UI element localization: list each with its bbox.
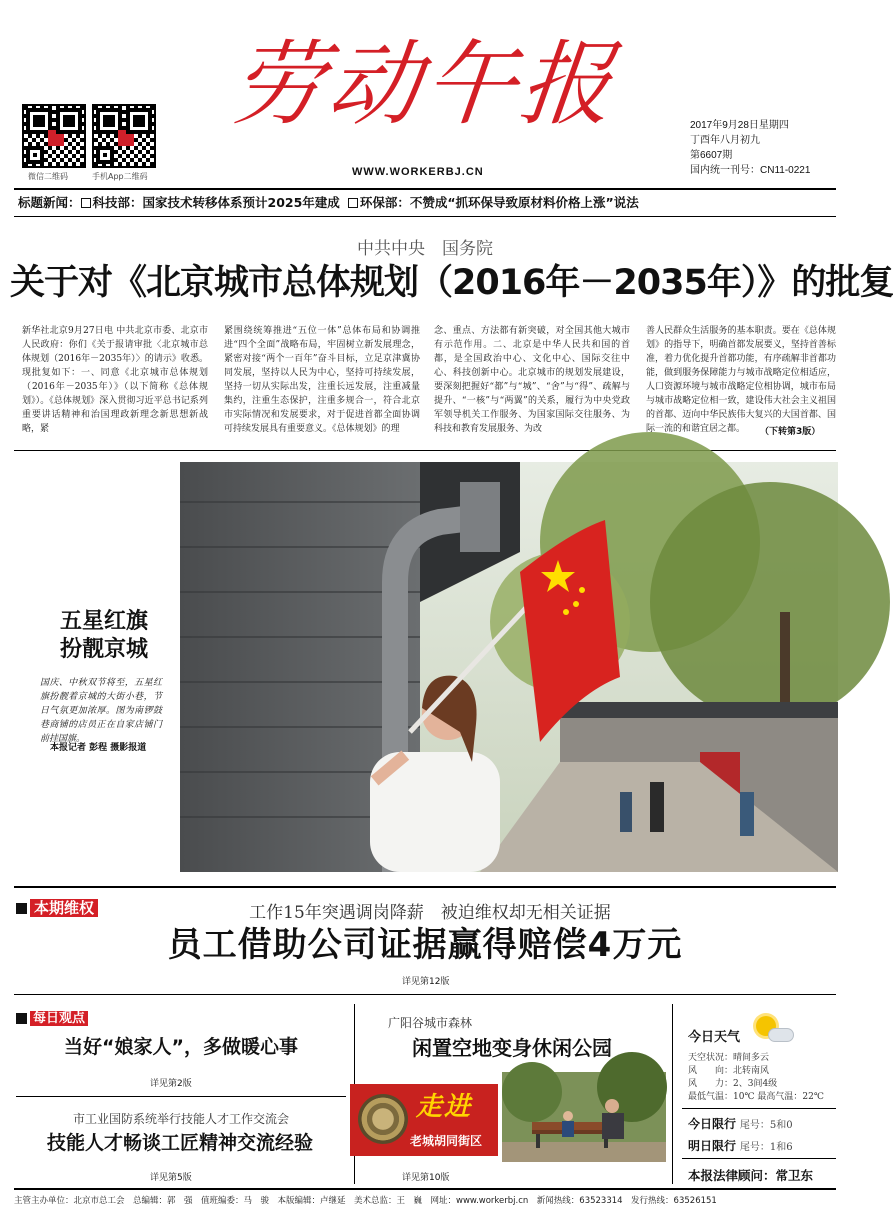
masthead-info — [690, 118, 810, 178]
opinion-title[interactable]: 当好“娘家人”，多做暖心事 — [64, 1036, 298, 1058]
qr-wechat-label: 微信二维码 — [28, 172, 68, 181]
lead-column-2: 紧围绕统筹推进“五位一体”总体布局和协调推进“四个全面”战略布局，牢固树立新发展理念，紧密对接“两个一百年”奋斗目标，立足京津冀协同发展，坚持以人民为中心，坚持可持续发展，坚持一切从实际出发，注重长远发展，注重减量集约，注重生态保护，注重多规合一，符合北京市实际情况和发展要求，对于促进首都全面协调可持续发展具有重要意义。《总体规划》的理 — [224, 326, 420, 434]
footer-credits: 主管主办单位：北京市总工会 总编辑：郭 强 值班编委：马 骏 本版编辑：卢继延 美术总监：王 巍 网址：www.workerbj.cn 新闻热线：63523314 发行热线：63526151 — [14, 1196, 717, 1206]
divider — [14, 886, 836, 888]
divider — [14, 1188, 836, 1190]
rights-see-page[interactable]: 详见第12版 — [402, 977, 450, 987]
opinion-see-page[interactable]: 详见第2版 — [150, 1079, 192, 1089]
opinion-tag — [16, 1010, 88, 1027]
qr-app — [92, 104, 156, 168]
square-bullet-icon — [16, 903, 27, 914]
issue-date: 2017年9月28日星期四 — [690, 120, 789, 131]
divider — [682, 1158, 836, 1159]
checkbox-icon — [81, 198, 91, 208]
park-photo — [502, 1072, 666, 1162]
photo-title-line1: 五星红旗 — [59, 609, 148, 634]
limit-today-value: 尾号：5和0 — [739, 1120, 793, 1131]
limit-today-label: 今日限行 — [688, 1117, 737, 1131]
headline-bar-label: 标题新闻： — [18, 195, 81, 210]
vertical-divider — [672, 1004, 673, 1184]
square-bullet-icon — [16, 1013, 27, 1024]
lead-continue[interactable]: （下转第3版） — [760, 427, 821, 437]
photo-credit: 本报记者 彭程 摄影报道 — [50, 743, 147, 753]
masthead-website[interactable]: WWW.WORKERBJ.CN — [352, 166, 484, 178]
qr-wechat — [22, 104, 86, 168]
opinion-tag-label: 每日观点 — [30, 1011, 88, 1026]
divider — [14, 216, 836, 217]
hutong-banner[interactable] — [350, 1084, 498, 1156]
issue-number: 第6607期 — [690, 150, 733, 161]
lead-kicker: 中共中央 国务院 — [357, 239, 493, 259]
limit-tomorrow-value: 尾号：1和6 — [739, 1142, 793, 1153]
weather-wind-force: 风 力：2、3间4级 — [688, 1079, 778, 1089]
skills-title[interactable]: 技能人才畅谈工匠精神交流经验 — [46, 1132, 313, 1154]
rights-tag — [16, 898, 98, 918]
limit-tomorrow-label: 明日限行 — [688, 1139, 737, 1153]
rights-title[interactable]: 员工借助公司证据赢得赔偿4万元 — [167, 925, 683, 965]
park-title[interactable]: 闲置空地变身休闲公园 — [412, 1036, 612, 1060]
traffic-limits — [688, 1114, 793, 1158]
weather-wind-dir: 风 向：北转南风 — [688, 1066, 770, 1076]
divider — [14, 450, 836, 451]
weather-temp: 最低气温：10℃ 最高气温：22℃ — [688, 1092, 824, 1102]
lunar-date: 丁酉年八月初九 — [690, 135, 760, 146]
weather-title: 今日天气 — [688, 1030, 741, 1045]
divider — [16, 1096, 346, 1097]
skills-kicker: 市工业国防系统举行技能人才工作交流会 — [72, 1112, 289, 1126]
park-kicker: 广阳谷城市森林 — [388, 1016, 473, 1030]
divider — [14, 994, 836, 995]
cn-number: 国内统一刊号：CN11-0221 — [690, 165, 811, 176]
divider — [14, 188, 836, 190]
door-knocker-icon — [358, 1094, 408, 1144]
legal-advisor: 本报法律顾问：常卫东 — [688, 1168, 814, 1183]
headline-item-2[interactable]: 环保部：不赞成“抓环保导致原材料价格上涨”说法 — [359, 195, 639, 210]
main-photo — [180, 462, 838, 872]
photo-title — [40, 608, 168, 664]
masthead-logo: 劳动午报 — [226, 31, 622, 138]
skills-see-page[interactable]: 详见第5版 — [150, 1173, 192, 1183]
checkbox-icon — [348, 198, 358, 208]
qr-app-label: 手机App二维码 — [92, 172, 148, 181]
weather-sky: 天空状况：晴间多云 — [688, 1053, 770, 1063]
divider — [682, 1108, 836, 1109]
lead-column-3: 念、重点、方法都有新突破，对全国其他大城市有示范作用。二、北京是中华人民共和国的首都，是全国政治中心、文化中心、国际交往中心、科技创新中心。北京城市的规划发展建设，要深刻把握好“都”与“城”、“舍”与“得”、疏解与提升、“一核”与“两翼”的关系，履行为中央党政军领导机关工作服务、为国家国际交往服务、为科技和教育发展服务、为改 — [434, 326, 630, 434]
hutong-banner-subtitle: 老城胡同街区 — [410, 1134, 483, 1148]
photo-caption: 国庆、中秋双节将至，五星红旗扮靓着京城的大街小巷，节日气氛更加浓厚。图为南锣鼓巷商铺的店员正在自家店铺门前挂国旗。 — [40, 678, 162, 744]
rights-kicker: 工作15年突遇调岗降薪 被迫维权却无相关证据 — [249, 903, 611, 923]
lead-column-1: 新华社北京9月27日电 中共北京市委、北京市人民政府：你们《关于报请审批〈北京城市总体规划（2016年－2035年）〉的请示》收悉。现批复如下：一、同意《北京城市总体规划（2016年－2035年）》（以下简称《总体规划》）。《总体规划》深入贯彻习近平总书记系列重要讲话精神和治国理政新理念新思想新战略，紧 — [22, 326, 208, 434]
lead-column-4: 善人民群众生活服务的基本职责。要在《总体规划》的指导下，明确首都发展要义，坚持首善标准，着力优化提升首都功能，有序疏解非首都功能，做到服务保障能力与城市战略定位相适应，人口资源环境与城市战略定位相协调，城市布局与城市战略定位相一致，建设伟大社会主义祖国的首都、迈向中华民族伟大复兴的大国首都、国际一流的和谐宜居之都。 — [646, 326, 836, 434]
park-photo-illustration — [502, 1072, 666, 1162]
photo-title-line2: 扮靓京城 — [59, 637, 148, 662]
headline-bar — [18, 194, 639, 212]
headline-item-1[interactable]: 科技部：国家技术转移体系预计2025年建成 — [92, 195, 340, 210]
hutong-banner-title: 走进 — [416, 1092, 473, 1122]
weather-details — [688, 1052, 824, 1104]
sunny-cloud-icon — [752, 1014, 796, 1046]
lead-title[interactable]: 关于对《北京城市总体规划（2016年－2035年）》的批复 — [10, 263, 893, 303]
photo-illustration — [180, 462, 838, 872]
park-see-page[interactable]: 详见第10版 — [402, 1173, 450, 1183]
rights-tag-label: 本期维权 — [30, 899, 98, 917]
